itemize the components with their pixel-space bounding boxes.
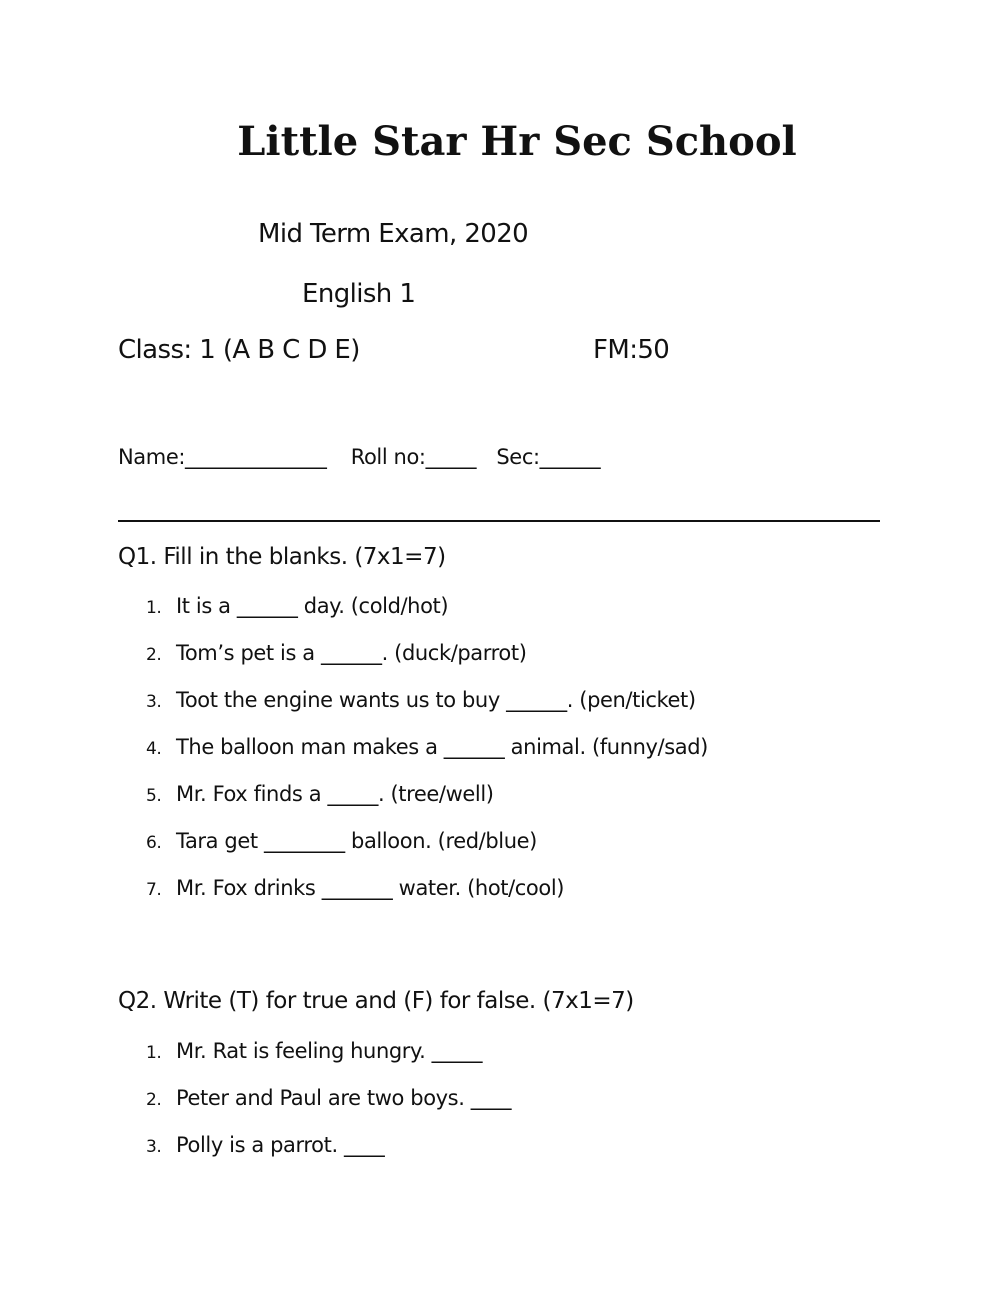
question-text: Mr. Rat is feeling hungry. _____ xyxy=(176,1039,483,1063)
question-item xyxy=(146,1039,511,1086)
question-item xyxy=(146,876,708,923)
question-item xyxy=(146,1133,511,1180)
student-fields xyxy=(118,445,600,469)
roll-no-field: Roll no:_____ xyxy=(350,445,477,469)
question-text: Polly is a parrot. ____ xyxy=(176,1133,385,1157)
question-number: 4. xyxy=(146,739,162,759)
question-text: The balloon man makes a ______ animal. (funny/sad) xyxy=(176,735,708,759)
class-info: Class: 1 (A B C D E) xyxy=(118,335,360,365)
question-item xyxy=(146,641,708,688)
full-marks: FM:50 xyxy=(593,335,670,365)
section-field: Sec:______ xyxy=(496,445,601,469)
question-number: 2. xyxy=(146,1090,162,1110)
q1-heading: Q1. Fill in the blanks. (7x1=7) xyxy=(118,544,446,570)
question-text: Mr. Fox drinks _______ water. (hot/cool) xyxy=(176,876,565,900)
school-name: Little Star Hr Sec School xyxy=(237,118,797,165)
q2-heading: Q2. Write (T) for true and (F) for false. (7x1=7) xyxy=(118,988,634,1014)
question-text: Peter and Paul are two boys. ____ xyxy=(176,1086,512,1110)
question-item xyxy=(146,594,708,641)
question-item xyxy=(146,829,708,876)
q2-question-list xyxy=(146,1039,511,1180)
exam-title: Mid Term Exam, 2020 xyxy=(258,219,529,249)
question-number: 3. xyxy=(146,1137,162,1157)
q1-question-list xyxy=(146,594,708,923)
question-number: 3. xyxy=(146,692,162,712)
question-text: Tara get ________ balloon. (red/blue) xyxy=(176,829,537,853)
question-text: Toot the engine wants us to buy ______. (pen/ticket) xyxy=(176,688,696,712)
question-number: 1. xyxy=(146,1043,162,1063)
name-field: Name:______________ xyxy=(118,445,327,469)
question-item xyxy=(146,1086,511,1133)
question-number: 7. xyxy=(146,880,162,900)
question-item xyxy=(146,735,708,782)
header-divider xyxy=(118,520,880,522)
question-text: Tom’s pet is a ______. (duck/parrot) xyxy=(176,641,527,665)
question-number: 6. xyxy=(146,833,162,853)
question-number: 5. xyxy=(146,786,162,806)
question-number: 1. xyxy=(146,598,162,618)
question-item xyxy=(146,688,708,735)
question-item xyxy=(146,782,708,829)
subject-title: English 1 xyxy=(302,279,416,309)
question-number: 2. xyxy=(146,645,162,665)
question-text: It is a ______ day. (cold/hot) xyxy=(176,594,449,618)
question-text: Mr. Fox finds a _____. (tree/well) xyxy=(176,782,494,806)
